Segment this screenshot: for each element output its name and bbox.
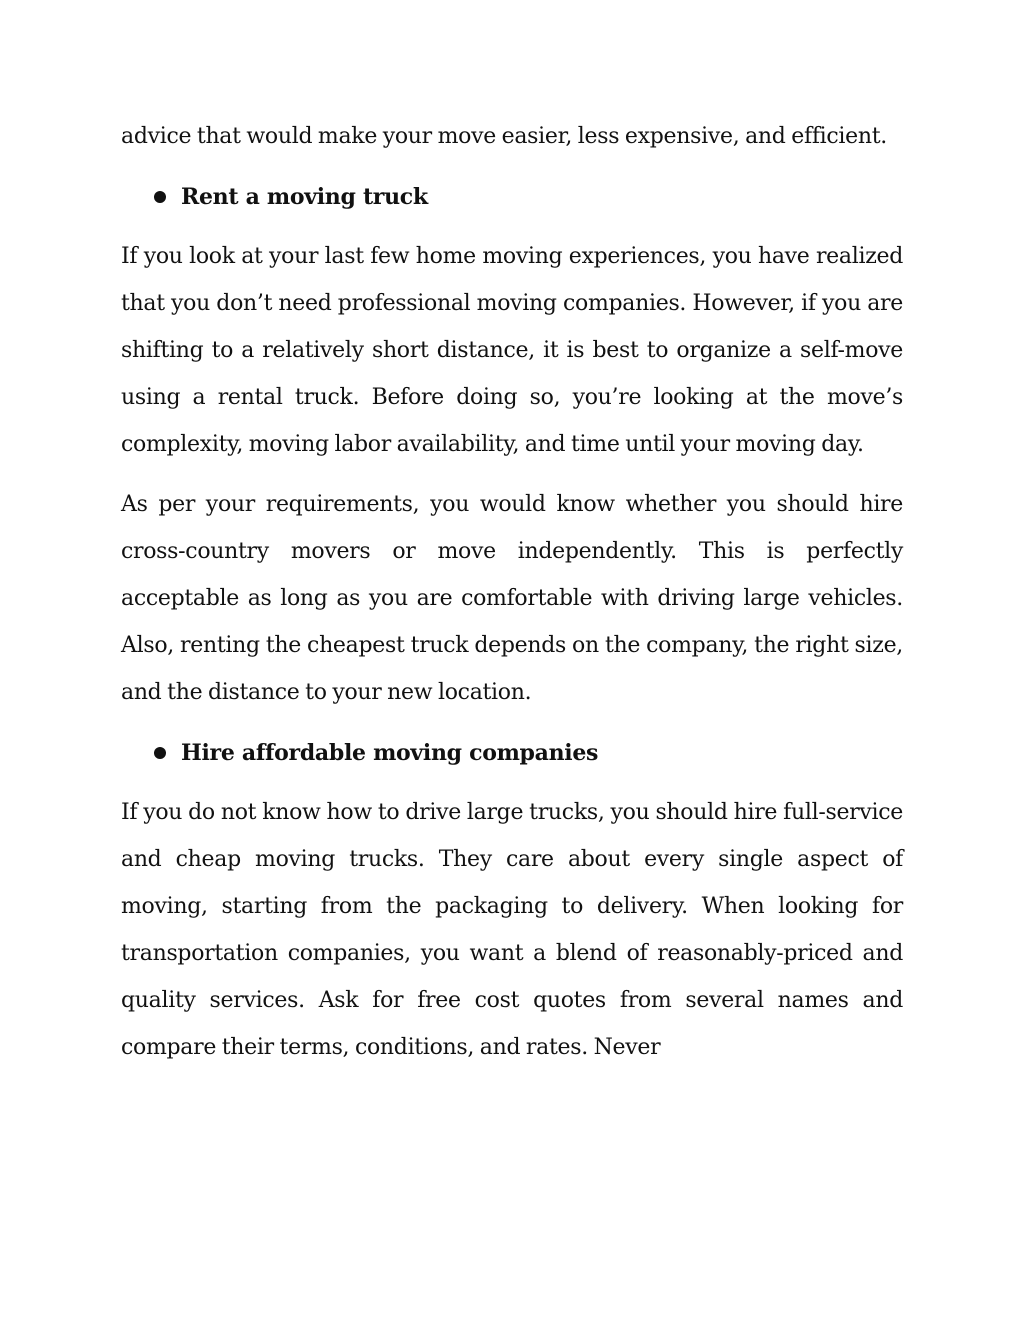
document-page <box>121 113 903 1084</box>
paragraph-rent-truck-1: If you look at your last few home moving experiences, you have realized that you don’t need professional moving companies. However, if you are shifting to a relatively short distance, it is best to organize a self-move using a rental truck. Before doing so, you’re looking at the move’s complexity, moving labor availability, and time until your moving day. <box>121 244 903 457</box>
paragraph-hire-movers: If you do not know how to drive large trucks, you should hire full-service and cheap moving trucks. They care about every single aspect of moving, starting from the packaging to delivery. When looking for transportation companies, you want a blend of reasonably-priced and quality services. Ask for free cost quotes from several names and compare their terms, conditions, and rates. Never <box>121 800 903 1060</box>
bullet-heading-rent-truck <box>121 173 903 220</box>
bullet-dot-icon <box>154 747 166 759</box>
bullet-heading-hire-movers <box>121 729 903 776</box>
bullet-dot-icon <box>154 191 166 203</box>
paragraph-rent-truck-2: As per your requirements, you would know whether you should hire cross-country movers or move independently. This is perfectly acceptable as long as you are comfortable with driving large vehicles. Also, renting the cheapest truck depends on the company, the right size, and the distance to your new location. <box>121 492 903 705</box>
bullet-heading-text: Rent a moving truck <box>181 183 428 210</box>
bullet-heading-text: Hire affordable moving companies <box>181 739 599 766</box>
paragraph-intro-continuation: advice that would make your move easier, less expensive, and efficient. <box>121 124 887 149</box>
